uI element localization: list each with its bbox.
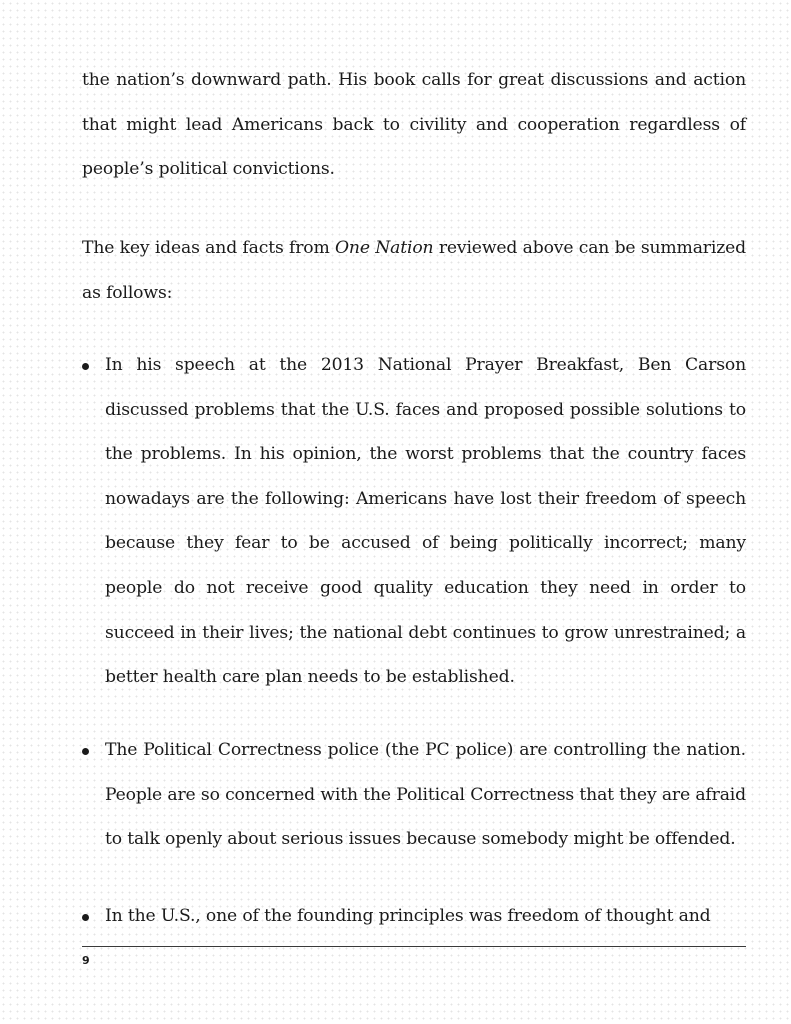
bullet-item-2 xyxy=(82,728,746,862)
summary-lead-text-end: reviewed above can be summarized as follows: xyxy=(82,238,746,303)
bullet-item-1 xyxy=(82,343,746,700)
bullet-item-3 xyxy=(82,894,746,939)
bullet-text: In his speech at the 2013 National Prayer Breakfast, Ben Carson discussed problems that the U.S. faces and proposed possible solutions to the problems. In his opinion, the worst problems that the country faces nowadays are the following: Americans have lost their freedom of speech because they fear to be accused of being politically incorrect; many people do not receive good quality education they need in order to succeed in their lives; the national debt continues to grow unrestrained; a better health care plan needs to be established. xyxy=(105,355,746,688)
paragraph-intro: the nation’s downward path. His book calls for great discussions and action that might lead Americans back to civility and cooperation regardless of people’s political convictions. xyxy=(82,70,746,180)
bullet-text: The Political Correctness police (the PC police) are controlling the nation. People are so concerned with the Political Correctness that they are afraid to talk openly about serious issues because somebody might be offended. xyxy=(105,740,746,850)
book-title: One Nation xyxy=(334,238,434,258)
bullet-text: In the U.S., one of the founding principles was freedom of thought and xyxy=(105,906,711,926)
bullet-dot-icon xyxy=(82,748,89,755)
bullet-dot-icon xyxy=(82,363,89,370)
bullet-dot-icon xyxy=(82,914,89,921)
page-number: 9 xyxy=(82,954,90,967)
paragraph-summary-lead xyxy=(82,226,746,315)
summary-lead-text: The key ideas and facts from xyxy=(82,238,335,258)
footer-divider xyxy=(82,946,746,947)
